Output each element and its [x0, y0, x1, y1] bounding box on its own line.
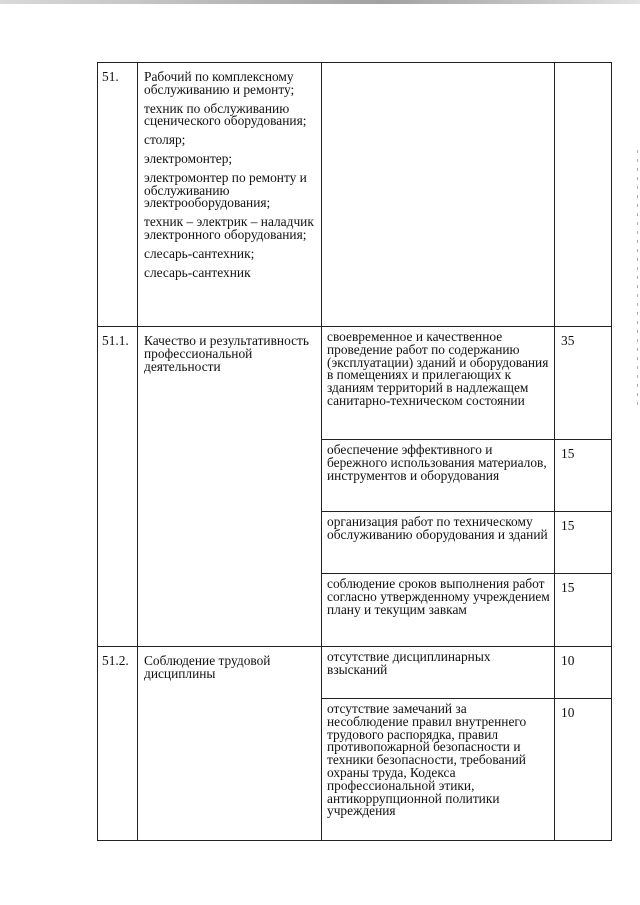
indicator-cell: организация работ по техническому обслуживанию оборудования и зданий	[322, 512, 555, 574]
criteria-table	[97, 62, 612, 841]
criterion-cell: Соблюдение трудовой дисциплины	[138, 647, 322, 841]
position-item: Рабочий по комплексному обслуживанию и ремонту;	[144, 69, 295, 97]
indicator-cell: обеспечение эффективного и бережного использования материалов, инструментов и оборудования	[322, 440, 555, 512]
row-number: 51.	[98, 63, 138, 327]
position-item: техник по обслуживанию сценического оборудования;	[144, 100, 307, 129]
points-cell: 35	[555, 327, 612, 440]
position-item: электромонтер;	[144, 150, 233, 166]
indicator-cell: отсутствие дисциплинарных взысканий	[322, 647, 555, 699]
position-item: техник – электрик – наладчик электронного оборудования;	[144, 214, 314, 242]
position-item: слесарь-сантехник	[144, 264, 251, 280]
empty-cell	[322, 63, 555, 327]
points-cell: 15	[555, 512, 612, 574]
scan-edge-top	[0, 0, 640, 4]
points-cell: 10	[555, 699, 612, 841]
points-cell: 10	[555, 647, 612, 699]
positions-list	[138, 63, 322, 327]
empty-cell	[555, 63, 612, 327]
points-cell: 15	[555, 440, 612, 512]
table-row	[98, 647, 612, 699]
table-row	[98, 63, 612, 327]
scan-edge-right	[637, 150, 638, 410]
indicator-cell: отсутствие замечаний за несоблюдение правил внутреннего трудового распорядка, правил противопожарной безопасности и техники безопасности, требований охраны труда, Кодекса профессиональной этики, антикоррупционной политики учреждения	[322, 699, 555, 841]
indicator-cell: своевременное и качественное проведение работ по содержанию (эксплуатации) зданий и оборудования в помещениях и прилегающих к зданиям территорий в надлежащем санитарно-техническом состоянии	[322, 327, 555, 440]
position-item: столяр;	[144, 132, 186, 148]
row-number: 51.1.	[98, 327, 138, 647]
table-row	[98, 327, 612, 440]
position-item: электромонтер по ремонту и обслуживанию электрооборудования;	[144, 169, 307, 211]
row-number: 51.2.	[98, 647, 138, 841]
criterion-cell: Качество и результативность профессиональной деятельности	[138, 327, 322, 647]
indicator-cell: соблюдение сроков выполнения работ согласно утвержденному учреждением плану и текущим завкам	[322, 574, 555, 647]
position-item: слесарь-сантехник;	[144, 245, 255, 261]
points-cell: 15	[555, 574, 612, 647]
